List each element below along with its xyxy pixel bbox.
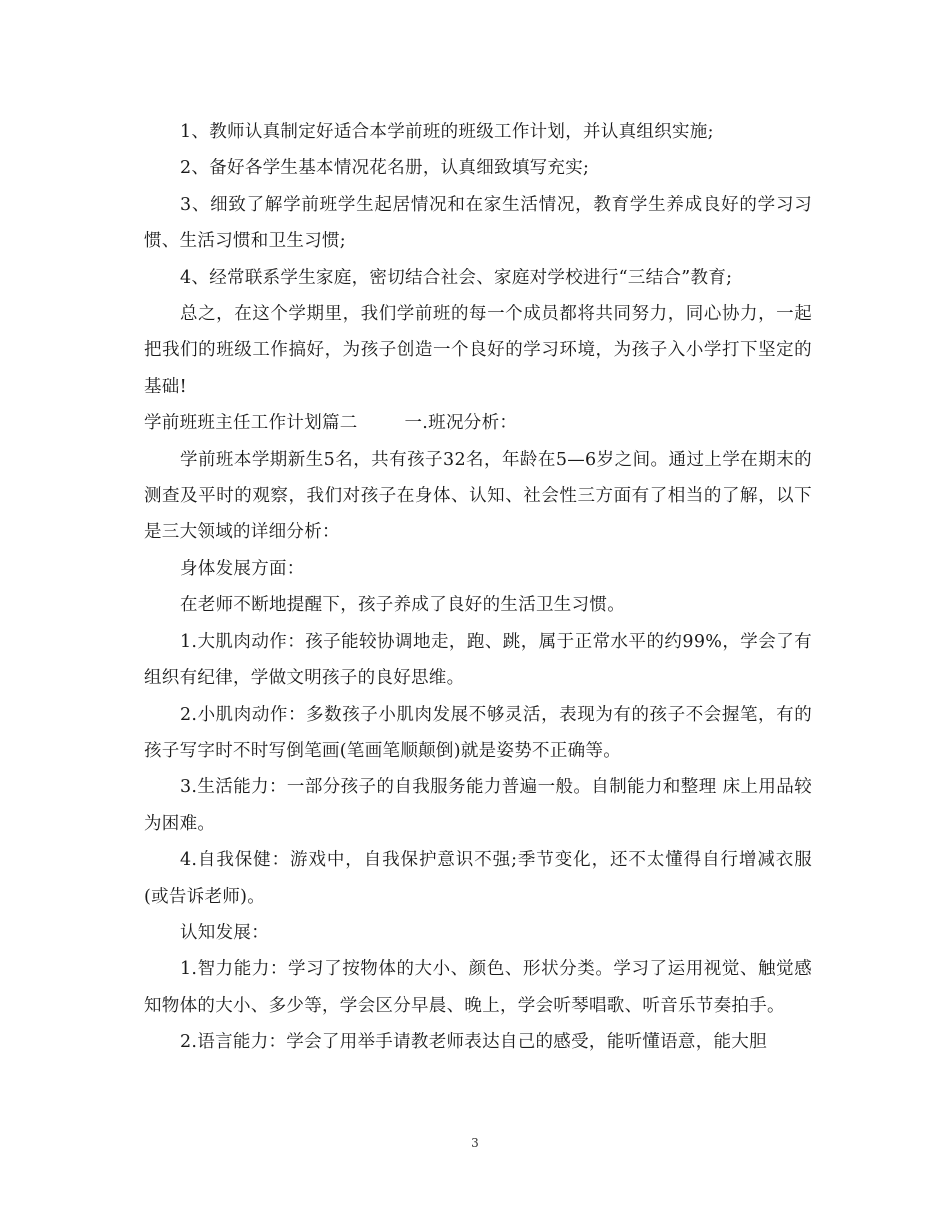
paragraph: 2.小肌肉动作：多数孩子小肌肉发展不够灵活，表现为有的孩子不会握笔，有的孩子写字时不时写倒笔画(笔画笔顺颠倒)就是姿势不正确等。 — [144, 704, 812, 761]
subheading: 身体发展方面： — [180, 558, 305, 579]
paragraph: 总之，在这个学期里，我们学前班的每一个成员都将共同努力，同心协力，一起把我们的班级工作搞好，为孩子创造一个良好的学习环境，为孩子入小学打下坚定的基础! — [144, 304, 812, 397]
paragraph: 1、教师认真制定好适合本学前班的班级工作计划，并认真组织实施; — [180, 122, 714, 142]
paragraph: 3.生活能力：一部分孩子的自我服务能力普遍一般。自制能力和整理 床上用品较为困难。 — [144, 777, 812, 834]
paragraph: 3、细致了解学前班学生起居情况和在家生活情况，教育学生养成良好的学习习惯、生活习惯和卫生习惯; — [144, 194, 812, 252]
document-body — [144, 114, 812, 1061]
paragraph: 2、备好各学生基本情况花名册，认真细致填写充实; — [180, 158, 590, 179]
page-number: 3 — [471, 1136, 479, 1150]
paragraph: 在老师不断地提醒下，孩子养成了良好的生活卫生习惯。 — [180, 595, 625, 616]
paragraph: 2.语言能力：学会了用举手请教老师表达自己的感受，能听懂语意，能大胆 — [180, 1032, 767, 1053]
section-heading: 学前班班主任工作计划篇二 一.班况分析： — [144, 413, 518, 434]
paragraph: 1.大肌肉动作：孩子能较协调地走，跑、跳，属于正常水平的约99%，学会了有组织有纪律，学做文明孩子的良好思维。 — [144, 631, 812, 689]
paragraph: 4.自我保健：游戏中，自我保护意识不强;季节变化，还不太懂得自行增减衣服(或告诉老师)。 — [144, 850, 812, 907]
paragraph: 学前班本学期新生5名，共有孩子32名，年龄在5—6岁之间。通过上学在期末的测查及平时的观察，我们对孩子在身体、认知、社会性三方面有了相当的了解，以下是三大领域的详细分析： — [144, 449, 812, 543]
paragraph: 1.智力能力：学习了按物体的大小、颜色、形状分类。学习了运用视觉、触觉感知物体的大小、多少等，学会区分早晨、晚上，学会听琴唱歌、听音乐节奏拍手。 — [144, 959, 812, 1016]
subheading: 认知发展： — [180, 922, 269, 943]
paragraph: 4、经常联系学生家庭，密切结合社会、家庭对学校进行“三结合”教育; — [180, 267, 733, 288]
